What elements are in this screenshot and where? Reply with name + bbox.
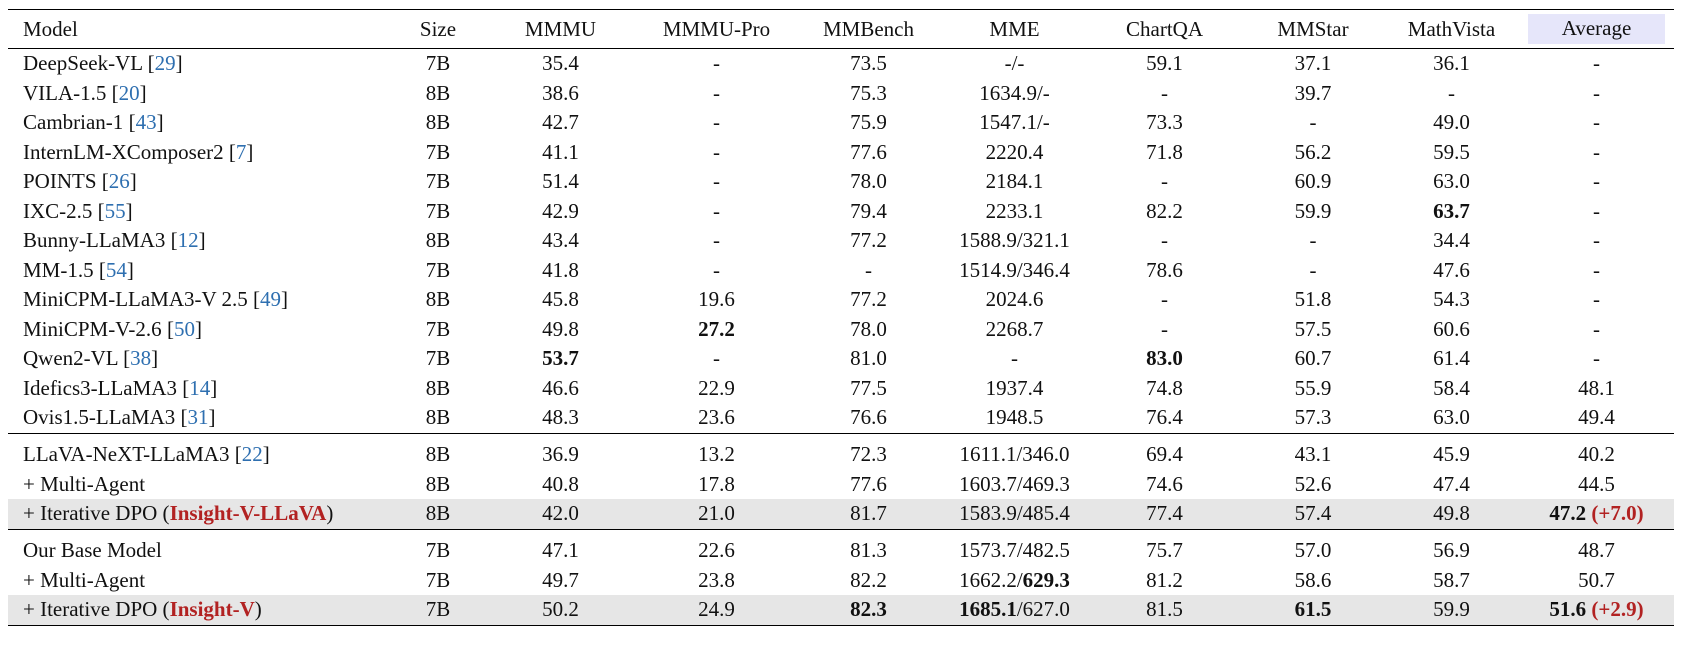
table-cell: 22.9 <box>698 375 735 400</box>
table-cell: 56.2 <box>1294 139 1332 164</box>
table-cell: 55.9 <box>1294 375 1332 400</box>
cell-text: MiniCPM-V-2.6 <box>23 316 162 341</box>
cell-text: 1662.2/ <box>959 567 1023 592</box>
col-model: Model <box>23 16 78 41</box>
cell-text: 629.3 <box>1022 567 1070 592</box>
model-name-cell: MiniCPM-LLaMA3-V 2.5 [49] <box>23 287 289 312</box>
model-name-cell: Idefics3-LLaMA3 [14] <box>23 375 218 400</box>
table-cell: - <box>1593 346 1600 371</box>
table-cell: 41.8 <box>542 257 579 282</box>
table-cell: 1611.1/346.0 <box>959 442 1070 466</box>
table-cell <box>1519 595 1674 625</box>
model-name-cell: DeepSeek-VL [29] <box>23 51 183 76</box>
model-name-cell: InternLM-XComposer2 [7] <box>23 139 254 164</box>
table-cell: - <box>1161 169 1168 194</box>
table-cell: 73.5 <box>850 51 887 76</box>
table-cell: 47.1 <box>542 538 579 562</box>
col-mathvista: MathVista <box>1407 16 1496 41</box>
table-cell: - <box>713 346 720 371</box>
model-name-cell <box>8 595 393 625</box>
table-cell: - <box>713 51 720 76</box>
model-name-cell: POINTS [26] <box>23 169 137 194</box>
table-cell: - <box>1593 51 1600 76</box>
table-cell: 71.8 <box>1146 139 1183 164</box>
table-row-highlighted <box>8 499 1674 529</box>
table-cell: 59.1 <box>1146 51 1183 76</box>
table-cell: 27.2 <box>698 316 735 341</box>
cell-text: MiniCPM-LLaMA3-V 2.5 <box>23 287 248 312</box>
model-name-cell <box>8 499 393 529</box>
table-cell: 42.0 <box>483 499 638 529</box>
table-cell: - <box>1309 228 1317 253</box>
table-cell: 8B <box>425 471 451 496</box>
citation-link[interactable]: 14 <box>189 375 211 400</box>
table-cell: 81.0 <box>850 346 887 371</box>
table-cell: - <box>713 228 720 253</box>
cell-text: + Iterative DPO ( <box>23 597 170 622</box>
table-cell: 49.0 <box>1433 110 1470 135</box>
table-cell: 49.4 <box>1578 405 1615 430</box>
table-cell: - <box>1593 228 1600 253</box>
table-cell: 23.6 <box>698 405 735 430</box>
table-cell: 7B <box>425 169 451 194</box>
table-cell: 1547.1/- <box>979 110 1050 135</box>
table-cell: 75.7 <box>1146 538 1183 562</box>
table-row <box>8 529 1674 566</box>
table-cell: 57.3 <box>1294 405 1332 430</box>
table-cell: 57.0 <box>1294 538 1332 562</box>
table-cell: - <box>1593 257 1600 282</box>
model-name-cell: Cambrian-1 [43] <box>23 110 164 135</box>
model-name-cell: MiniCPM-V-2.6 [50] <box>23 316 202 341</box>
table-cell: 58.4 <box>1433 375 1470 400</box>
table-cell: 72.3 <box>850 442 887 466</box>
table-cell: 60.7 <box>1294 346 1332 371</box>
table-cell: 74.6 <box>1146 471 1183 496</box>
table-cell: - <box>1593 139 1600 164</box>
table-cell: 46.6 <box>542 375 579 400</box>
citation-link[interactable]: 55 <box>104 198 126 223</box>
cell-text: 51.6 <box>1549 597 1587 622</box>
table-cell: - <box>1448 80 1455 105</box>
cell-text: Bunny-LLaMA3 <box>23 228 166 253</box>
table-cell: 48.1 <box>1578 375 1615 400</box>
table-cell: 47.4 <box>1433 471 1470 496</box>
table-cell: - <box>1161 316 1168 341</box>
table-cell: 8B <box>425 110 451 135</box>
col-mme: MME <box>989 16 1040 41</box>
table-row <box>8 344 1674 374</box>
col-average: Average <box>1519 10 1674 49</box>
table-cell: 1634.9/- <box>979 80 1050 105</box>
table-cell: 61.5 <box>1242 595 1384 625</box>
table-cell: 52.6 <box>1294 471 1332 496</box>
cell-text: Qwen2-VL <box>23 346 118 371</box>
table-cell: 41.1 <box>542 139 579 164</box>
results-table <box>8 9 1674 626</box>
citation-link[interactable]: 31 <box>187 405 209 430</box>
table-cell: 77.5 <box>850 375 887 400</box>
table-cell: 82.2 <box>850 567 887 592</box>
table-cell: 7B <box>425 257 451 282</box>
table-cell: 82.3 <box>795 595 942 625</box>
table-row <box>8 167 1674 197</box>
table-cell: 74.8 <box>1146 375 1183 400</box>
model-name-cell: Bunny-LLaMA3 [12] <box>23 228 206 253</box>
table-cell: 53.7 <box>542 346 579 371</box>
table-cell: 75.9 <box>850 110 887 135</box>
table-cell: 78.0 <box>850 169 887 194</box>
cell-text: ) <box>254 597 262 622</box>
table-cell: 69.4 <box>1146 442 1183 466</box>
table-row <box>8 79 1674 109</box>
table-cell: - <box>865 257 872 282</box>
table-cell: 8B <box>425 228 451 253</box>
table-cell: 7B <box>425 538 451 562</box>
table-cell: 60.6 <box>1433 316 1470 341</box>
table-cell: - <box>1011 346 1018 371</box>
cell-text: DeepSeek-VL <box>23 51 143 76</box>
table-cell: 40.8 <box>542 471 579 496</box>
col-mmbench: MMBench <box>823 16 914 41</box>
cell-text: (+7.0) <box>1591 501 1644 526</box>
table-cell: 1573.7/482.5 <box>959 538 1070 562</box>
citation-link[interactable]: 43 <box>135 110 157 135</box>
table-cell: - <box>1309 257 1317 282</box>
col-mmmu-pro: MMMU-Pro <box>662 16 771 41</box>
col-size: Size <box>419 16 457 41</box>
table-cell: 48.3 <box>542 405 579 430</box>
table-cell: 7B <box>393 595 483 625</box>
table-cell: 17.8 <box>698 471 735 496</box>
cell-text: Idefics3-LLaMA3 <box>23 375 177 400</box>
cell-text: 1685.1 <box>959 597 1017 622</box>
table-cell: 1588.9/321.1 <box>959 228 1070 253</box>
citation-link[interactable]: 38 <box>130 346 152 371</box>
table-cell: 81.3 <box>850 538 887 562</box>
table-cell <box>1519 499 1674 529</box>
table-cell: 7B <box>425 139 451 164</box>
table-cell: 61.4 <box>1433 346 1470 371</box>
table-row <box>8 285 1674 315</box>
table-cell: 2024.6 <box>985 287 1044 312</box>
table-cell: 8B <box>425 287 451 312</box>
table-cell: 43.1 <box>1294 442 1332 466</box>
header-row <box>8 10 1674 49</box>
table-cell: - <box>713 80 720 105</box>
model-name-cell: + Multi-Agent <box>23 567 146 592</box>
table-cell: 45.8 <box>542 287 579 312</box>
table-cell: 51.4 <box>542 169 579 194</box>
table-cell: 54.3 <box>1433 287 1470 312</box>
cell-text: Ovis1.5-LLaMA3 <box>23 405 176 430</box>
table-cell: 63.0 <box>1433 169 1470 194</box>
table-cell: 76.4 <box>1146 405 1183 430</box>
table-cell: 78.0 <box>850 316 887 341</box>
table-cell: - <box>713 257 720 282</box>
table-cell: 8B <box>425 80 451 105</box>
cell-text: Cambrian-1 <box>23 110 124 135</box>
table-cell: 50.7 <box>1578 567 1615 592</box>
table-cell: 59.9 <box>1384 595 1519 625</box>
table-cell: 7B <box>425 567 451 592</box>
table-cell: 48.7 <box>1578 538 1615 562</box>
table-cell: 36.9 <box>542 442 579 466</box>
col-mmstar: MMStar <box>1277 16 1349 41</box>
table-cell: 1603.7/469.3 <box>959 471 1070 496</box>
cell-text: (+2.9) <box>1591 597 1644 622</box>
table-cell: 42.7 <box>542 110 579 135</box>
table-cell: 50.2 <box>483 595 638 625</box>
table-cell: 51.8 <box>1294 287 1332 312</box>
table-cell: 77.4 <box>1087 499 1242 529</box>
table-cell: 40.2 <box>1578 442 1615 466</box>
table-cell: 49.7 <box>542 567 579 592</box>
table-cell: 49.8 <box>1384 499 1519 529</box>
table-cell: 1948.5 <box>985 405 1044 430</box>
table-cell: 39.7 <box>1294 80 1332 105</box>
table-cell: 81.2 <box>1146 567 1183 592</box>
table-cell: 24.9 <box>638 595 795 625</box>
table-row <box>8 256 1674 286</box>
table-cell: 77.2 <box>850 287 887 312</box>
table-cell: 2184.1 <box>985 169 1044 194</box>
cell-text: POINTS <box>23 169 97 194</box>
table-cell: 7B <box>425 346 451 371</box>
table-row <box>8 197 1674 227</box>
citation-link[interactable]: 29 <box>154 51 176 76</box>
table-cell: 60.9 <box>1294 169 1332 194</box>
table-row <box>8 374 1674 404</box>
table-cell: 8B <box>393 499 483 529</box>
table-cell: - <box>713 198 720 223</box>
cell-text: Insight-V-LLaVA <box>169 501 327 526</box>
citation-link[interactable]: 54 <box>105 257 127 282</box>
table-cell: 21.0 <box>638 499 795 529</box>
table-row <box>8 315 1674 345</box>
cell-text: /627.0 <box>1016 597 1070 622</box>
cell-text: InternLM-XComposer2 <box>23 139 224 164</box>
table-cell: 8B <box>425 442 451 466</box>
table-cell: 58.7 <box>1433 567 1470 592</box>
table-row <box>8 108 1674 138</box>
table-cell: 83.0 <box>1146 346 1183 371</box>
table-cell: 42.9 <box>542 198 579 223</box>
table-cell: - <box>713 169 720 194</box>
table-cell: 35.4 <box>542 51 579 76</box>
cell-text: Insight-V <box>169 597 255 622</box>
table-cell: - <box>1309 110 1317 135</box>
table-cell: 56.9 <box>1433 538 1470 562</box>
table-row-highlighted <box>8 595 1674 625</box>
table-cell: 59.9 <box>1294 198 1332 223</box>
table-cell: 44.5 <box>1578 471 1615 496</box>
table-cell <box>942 595 1087 625</box>
table-row <box>8 403 1674 433</box>
table-cell: 8B <box>425 375 451 400</box>
table-cell: 77.6 <box>850 139 887 164</box>
table-cell: 58.6 <box>1294 567 1332 592</box>
citation-link[interactable]: 49 <box>260 287 282 312</box>
table-cell: 45.9 <box>1433 442 1470 466</box>
table-cell: 7B <box>425 51 451 76</box>
table-cell: -/- <box>1004 51 1025 76</box>
table-cell: 13.2 <box>698 442 735 466</box>
table-cell: - <box>1161 228 1168 253</box>
table-cell: 47.6 <box>1433 257 1470 282</box>
table-cell: 2220.4 <box>985 139 1044 164</box>
table-cell: 37.1 <box>1294 51 1332 76</box>
citation-link[interactable]: 12 <box>177 228 199 253</box>
table-cell: 78.6 <box>1146 257 1183 282</box>
model-name-cell: LLaVA-NeXT-LLaMA3 [22] <box>23 442 270 466</box>
table-cell: 81.7 <box>795 499 942 529</box>
cell-text: LLaVA-NeXT-LLaMA3 <box>23 442 230 466</box>
citation-link[interactable]: 50 <box>173 316 195 341</box>
cell-text: 47.2 <box>1549 501 1587 526</box>
table-cell: 73.3 <box>1146 110 1183 135</box>
table-cell: - <box>1593 169 1600 194</box>
table-row <box>8 49 1674 79</box>
table-cell: 75.3 <box>850 80 887 105</box>
table-cell: - <box>713 110 720 135</box>
table-row <box>8 470 1674 500</box>
cell-text: IXC-2.5 <box>23 198 93 223</box>
model-name-cell: Our Base Model <box>23 538 162 562</box>
table-cell: 57.4 <box>1242 499 1384 529</box>
table-cell: 23.8 <box>698 567 735 592</box>
citation-link[interactable]: 22 <box>241 442 263 466</box>
model-name-cell: + Multi-Agent <box>23 471 146 496</box>
table-row <box>8 566 1674 596</box>
table-cell: 63.0 <box>1433 405 1470 430</box>
table-cell: 49.8 <box>542 316 579 341</box>
table-cell: 82.2 <box>1146 198 1183 223</box>
table-cell: 79.4 <box>850 198 887 223</box>
cell-text: MM-1.5 <box>23 257 94 282</box>
table-cell: 36.1 <box>1433 51 1470 76</box>
citation-link[interactable]: 20 <box>118 80 140 105</box>
table-cell: 77.2 <box>850 228 887 253</box>
model-name-cell: VILA-1.5 [20] <box>23 80 147 105</box>
table-cell: 38.6 <box>542 80 579 105</box>
table-cell: 81.5 <box>1087 595 1242 625</box>
citation-link[interactable]: 7 <box>235 139 247 164</box>
cell-text: + Iterative DPO ( <box>23 501 170 526</box>
table-cell: 22.6 <box>698 538 735 562</box>
table-cell: - <box>1593 80 1600 105</box>
table-cell: 7B <box>425 198 451 223</box>
table-cell: 43.4 <box>542 228 579 253</box>
table-cell: 1514.9/346.4 <box>959 257 1070 282</box>
table-cell: - <box>1593 316 1600 341</box>
table-cell: - <box>1593 110 1600 135</box>
model-name-cell: Qwen2-VL [38] <box>23 346 159 371</box>
table-cell: 2233.1 <box>985 198 1044 223</box>
table-cell: 59.5 <box>1433 139 1470 164</box>
table-cell: - <box>1593 287 1600 312</box>
table-cell: 7B <box>425 316 451 341</box>
model-name-cell: MM-1.5 [54] <box>23 257 134 282</box>
table-cell: 2268.7 <box>985 316 1044 341</box>
table-cell: - <box>1161 80 1168 105</box>
table-cell: 57.5 <box>1294 316 1332 341</box>
col-chartqa: ChartQA <box>1126 16 1203 41</box>
table-cell: 63.7 <box>1433 198 1470 223</box>
model-name-cell: IXC-2.5 [55] <box>23 198 133 223</box>
table-cell: - <box>713 139 720 164</box>
table-cell: 34.4 <box>1433 228 1470 253</box>
table-row <box>8 138 1674 168</box>
model-name-cell: Ovis1.5-LLaMA3 [31] <box>23 405 216 430</box>
table-cell <box>942 566 1087 596</box>
table-cell: 19.6 <box>698 287 735 312</box>
table-cell: 1583.9/485.4 <box>942 499 1087 529</box>
col-mmmu: MMMU <box>524 16 597 41</box>
table-cell: 76.6 <box>850 405 887 430</box>
citation-link[interactable]: 26 <box>108 169 130 194</box>
cell-text: VILA-1.5 <box>23 80 107 105</box>
table-cell: 8B <box>425 405 451 430</box>
table-cell: 1937.4 <box>985 375 1044 400</box>
table-cell: - <box>1161 287 1168 312</box>
table-row <box>8 433 1674 470</box>
table-cell: - <box>1593 198 1600 223</box>
table-row <box>8 226 1674 256</box>
cell-text: ) <box>326 501 334 526</box>
table-cell: 77.6 <box>850 471 887 496</box>
